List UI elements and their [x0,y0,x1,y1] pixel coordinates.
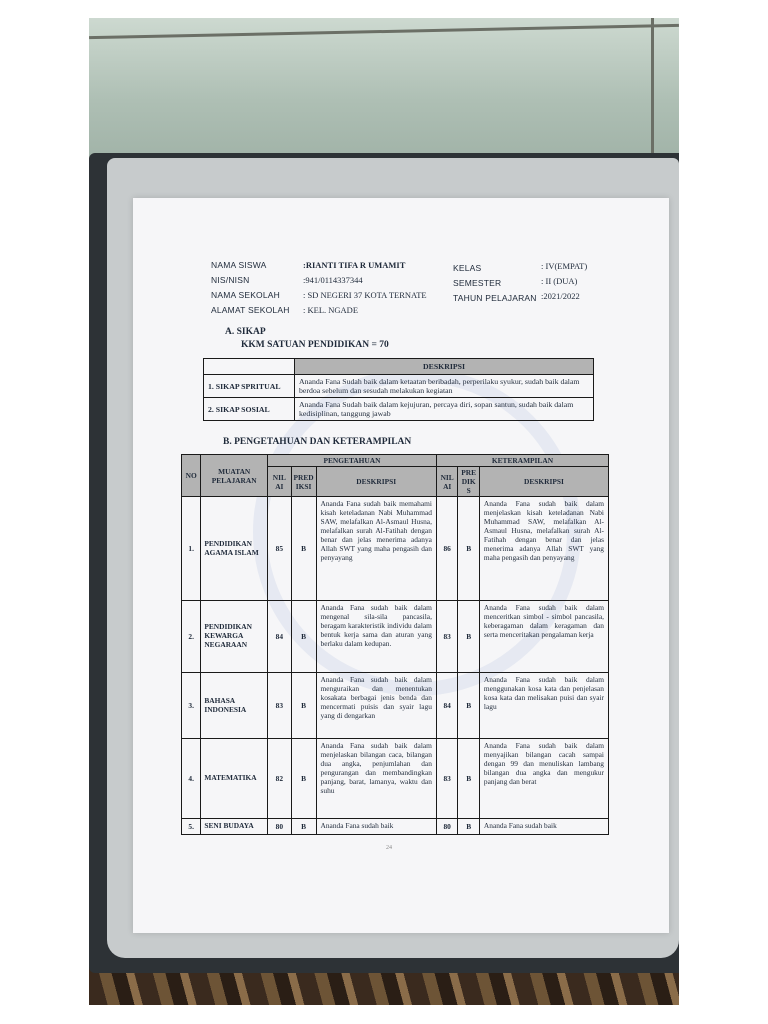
school-name-value: : SD NEGERI 37 KOTA TERNATE [303,290,427,300]
knowledge-grade: B [291,819,316,835]
knowledge-header: PENGETAHUAN [268,455,437,467]
knowledge-grade: B [291,497,316,601]
student-name-value: :RIANTI TIFA R UMAMIT [303,260,406,270]
skills-score: 83 [436,739,458,819]
skills-grade: B [458,497,480,601]
table-row [204,398,594,421]
row-no: 4. [182,739,201,819]
subject-name: PENDIDIKAN AGAMA ISLAM [201,497,268,601]
class-value: : IV(EMPAT) [541,261,588,271]
semester-label: SEMESTER [453,278,502,288]
school-address-value: : KEL. NGADE [303,305,359,315]
subject-name: MATEMATIKA [201,739,268,819]
table-row [182,601,609,673]
attitude-social-label: 2. SIKAP SOSIAL [204,398,295,421]
section-b-title: B. PENGETAHUAN DAN KETERAMPILAN [223,437,412,447]
floor-tile [89,18,679,168]
skills-score: 86 [436,497,458,601]
table-row [182,739,609,819]
knowledge-score-header: NIL AI [268,467,292,497]
row-no: 5. [182,819,201,835]
skills-score-header: NIL AI [436,467,458,497]
student-name-label: NAMA SISWA [211,260,267,270]
grades-table [181,454,609,835]
skills-grade: B [458,601,480,673]
table-row [182,819,609,835]
table-row [204,375,594,398]
knowledge-desc: Ananda Fana sudah baik dalam mengenal sila-sila pancasila, beragam karakteristik individu dalam bentuk kerja sama dan aturan yang berlaku dalam kedupan. [316,601,436,673]
table-row [182,497,609,601]
knowledge-desc-header: DESKRIPSI [316,467,436,497]
knowledge-desc: Ananda Fana sudah baik [316,819,436,835]
skills-desc: Ananda Fana sudah baik dalam menjelaskan kisah keteladanan Nabi Muhammad SAW, melafalkan Al-Asmaul Husna, melafalkan surah Al-Fatihah dengan benar dan jelas menerima adanya Allah SWT yang maha pengasih dan penyayang [479,497,608,601]
school-year-label: TAHUN PELAJARAN [453,293,537,303]
subject-name: SENI BUDAYA [201,819,268,835]
knowledge-score: 83 [268,673,292,739]
knowledge-score: 84 [268,601,292,673]
skills-desc: Ananda Fana sudah baik [479,819,608,835]
document-photo [89,18,679,1005]
attitude-spiritual-desc: Ananda Fana Sudah baik dalam ketaatan beribadah, perperilaku syukur, sudah baik dalam berdoa sebelum dan sesudah melakukan kegiatan [295,375,594,398]
knowledge-grade-header: PRED IKSI [291,467,316,497]
skills-score: 80 [436,819,458,835]
row-no: 2. [182,601,201,673]
class-label: KELAS [453,263,482,273]
attitude-social-desc: Ananda Fana Sudah baik dalam kejujuran, percaya diri, sopan santun, sudah baik dalam kedisiplinan, tanggung jawab [295,398,594,421]
skills-grade: B [458,739,480,819]
nis-value: :941/0114337344 [303,275,363,285]
knowledge-grade: B [291,601,316,673]
knowledge-grade: B [291,739,316,819]
kkm-label: KKM SATUAN PENDIDIKAN = 70 [241,340,389,350]
skills-score: 83 [436,601,458,673]
skills-score: 84 [436,673,458,739]
report-card-page [133,198,669,933]
skills-desc: Ananda Fana sudah baik dalam menyajikan bilangan cacah sampai dengan 99 dan menuliskan lambang bilangan dua angka dan mengukur panjang dan berat [479,739,608,819]
skills-grade: B [458,673,480,739]
skills-grade-header: PRE DIK S [458,467,480,497]
page-number: 24 [386,845,392,851]
skills-desc: Ananda Fana sudah baik dalam menggunakan kosa kata dan penjelasan kosa kata dan melisakan puisi dan syair lagu [479,673,608,739]
skills-grade: B [458,819,480,835]
row-no: 1. [182,497,201,601]
knowledge-grade: B [291,673,316,739]
school-name-label: NAMA SEKOLAH [211,290,281,300]
knowledge-score: 85 [268,497,292,601]
knowledge-score: 82 [268,739,292,819]
nis-label: NIS/NISN [211,275,250,285]
col-subject-header: MUATAN PELAJARAN [201,455,268,497]
knowledge-score: 80 [268,819,292,835]
section-a-title: A. SIKAP [225,327,266,337]
attitude-spiritual-label: 1. SIKAP SPRITUAL [204,375,295,398]
school-address-label: ALAMAT SEKOLAH [211,305,290,315]
skills-desc-header: DESKRIPSI [479,467,608,497]
col-no-header: NO [182,455,201,497]
knowledge-desc: Ananda Fana sudah baik memahami kisah keteladanan Nabi Muhammad SAW, melafalkan Al-Asmaul Husna, melafalkan surah Al-Fatihah dengan benar dan jelas menerima adanya Allah SWT yang maha pengasih dan penyayang [316,497,436,601]
school-year-value: :2021/2022 [541,291,580,301]
semester-value: : II (DUA) [541,276,578,286]
attitude-table [203,358,594,421]
table-row [182,673,609,739]
row-no: 3. [182,673,201,739]
attitude-desc-header: DESKRIPSI [295,359,594,375]
skills-desc: Ananda Fana sudah baik dalam menceritkan simbol - simbol pancasila, keberagaman dalam keragaman dan serta menceritakan pengalaman kerja [479,601,608,673]
knowledge-desc: Ananda Fana sudah baik dalam menjelaskan bilangan caca, bilangan dua angka, penjumlahan dan pengurangan dan membandingkan panjang, barat, lamanya, waktu dan suhu [316,739,436,819]
subject-name: PENDIDIKAN KEWARGA NEGARAAN [201,601,268,673]
knowledge-desc: Ananda Fana sudah baik dalam menguraikan dan menentukan kosakata berbagai jenis benda dan mencermati puisis dan syair lagu yang di dengarkan [316,673,436,739]
tile-grout [651,18,654,168]
skills-header: KETERAMPILAN [436,455,608,467]
subject-name: BAHASA INDONESIA [201,673,268,739]
